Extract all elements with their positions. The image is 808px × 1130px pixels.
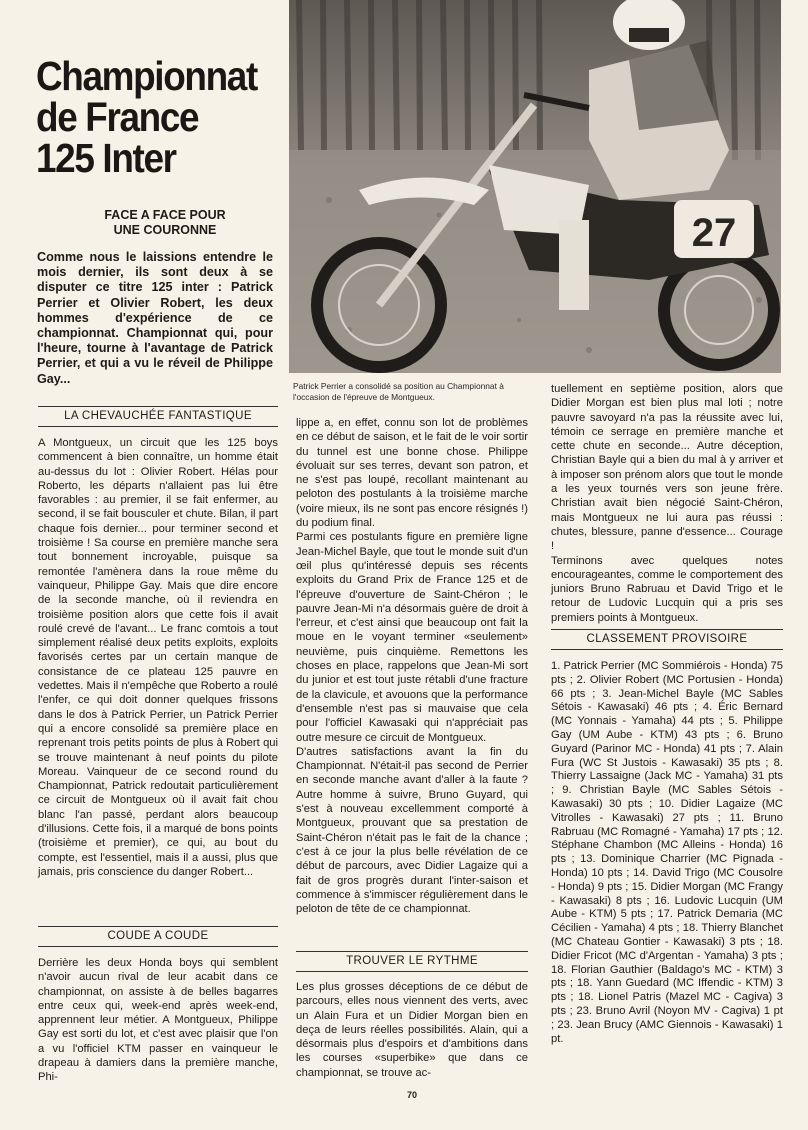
section-body-right: tuellement en septième position, alors que Didier Morgan est bien plus mal loti ; notre pauvre savoyard n'a pas la réussite avec lui, témoin ce serrage en première manche et cette chute en seconde... Autre déception, Christian Bayle qui a bien du mal à y arriver et à imposer son prénom alors que tout le monde a les yeux tournés vers son jeune frère. Christian avait bien négocié Saint-Chéron, mais Montgueux ne lui aura pas réussi : chutes, blessure, panne d'essence... Courage ! Terminons avec quelques notes encourageantes, comme le comportement des juniors Bruno Rabruau et David Trigo et le retour de Ludovic Lucquin qui a pris ses premiers points à Montgueux.	[551, 383, 783, 624]
section-body-middle: lippe a, en effet, connu son lot de problèmes en ce début de saison, et le fait de le voir sortir du tunnel est une bonne chose. Philippe évoluait sur ses terres, devant son patron, et ne s'est pas loupé, recollant maintenant au peloton des postulants à la troisième marche (voire mieux, ils ne sont pas encore résignés !) du podium final. Parmi ces postulants figure en première ligne Jean-Michel Bayle, que tout le monde suit d'un œil plus qu'intéressé depuis ses récents exploits du Grand Prix de France 125 et de l'épreuve d'ouverture de Saint-Chéron ; le pauvre Jean-Mi n'a désormais guère de droit à l'erreur, et c'est ainsi que beaucoup ont fait la moue en le voyant terminer «seulement» neuvième, puis cinquième. Remettons les choses en place, rappelons que Jean-Mi sort du junior et est tout juste rétabli d'une fracture de la clavicule, et avouons que la performance d'ensemble n'est pas si mauvaise que cela pour l'officiel Kawasaki qui n'appréciait pas outre mesure ce circuit de Montgueux. D'autres satisfactions avant la fin du Championnat. N'était-il pas second de Perrier en seconde manche avant d'aller à la faute ? Autre homme à suivre, Bruno Guyard, qui s'est à nouveau excellemment comporté à Montgueux, prouvant que sa prestation de Saint-Chéron n'était pas le fait de la chance ; c'est à ce jour la plus belle révélation de ce début de parcours, avec Didier Lagaize qui a fait de gros progrès durant l'inter-saison et commence à s'immiscer régulièrement dans le peloton de tête de ce championnat.	[296, 417, 528, 916]
article-lead: Comme nous le laissions entendre le mois dernier, ils sont deux à se disputer ce titre 125 inter : Patrick Perrier et Olivier Robert, les deux hommes d'expérience de ce championnat. Championnat qui, pour l'heure, tourne à l'avantage de Patrick Perrier, et qui a vu le réveil de Philippe Gay...	[37, 250, 273, 386]
article-title	[36, 53, 261, 181]
standings-list: 1. Patrick Perrier (MC Sommiérois - Honda) 75 pts ; 2. Olivier Robert (MC Portusien - Honda) 66 pts ; 3. Jean-Michel Bayle (MC Sables Sétois - Kawasaki) 46 pts ; 4. Éric Bernard (MC Yonnais - Yamaha) 44 pts ; 5. Philippe Gay (UM Aube - KTM) 43 pts ; 6. Bruno Guyard (Parinor MC - Honda) 41 pts ; 7. Alain Fura (WC St Justois - Kawasaki) 35 pts ; 8. Thierry Lassaigne (Jack MC - Yamaha) 31 pts ; 9. Christian Bayle (MC Sables Sétois - Kawasaki) 30 pts ; 10. Didier Lagaize (MC Vitrolles - Kawasaki) 27 pts ; 11. Bruno Rabruau (MC Romagné - Yamaha) 17 pts ; 12. Stéphane Chambon (MC Alleins - Honda) 16 pts ; 13. Dominique Charrier (MC Pignada - Honda) 10 pts ; 14. David Trigo (MC Cousolre - Honda) 9 pts ; 15. Didier Morgan (MC Frangy - Kawasaki) 8 pts ; 16. Ludovic Lucquin (UM Aube - KTM) 5 pts ; 17. Patrick Demaria (MC Cécilien - Yamaha) 4 pts ; 18. Thierry Blanchet (MC Chateau Gontier - Kawasaki) 3 pts ; 18. Didier Fricot (MC d'Argentan - Yamaha) 3 pts ; 18. Florian Gauthier (Baldago's MC - KTM) 3 pts ; 18. Yann Guedard (MC Iffendic - KTM) 3 pts ; 18. Lionel Patris (Mazel MC - Cagiva) 3 pts ; 23. Bruno Avril (Noyon MV - Cagiva) 1 pt ; 23. Jean Brucy (AMC Giennois - Kawasaki) 1 pt.	[551, 660, 783, 1045]
section-body-coude: Derrière les deux Honda boys qui semblent n'avoir aucun rival de leur acabit dans ce championnat, on assiste à de belles bagarres entre ceux qui, week-end après week-end, apprennent leur métier. A Montgueux, Philippe Gay est sorti du lot, et c'est avec plaisir que l'on a vu l'officiel KTM passer en vainqueur le drapeau à damiers dans la première manche, Phi-	[38, 957, 278, 1084]
photo-caption: Patrick Perrier a consolidé sa position au Championnat à l'occasion de l'épreuve de Montgueux.	[293, 381, 504, 402]
page-number: 70	[406, 1090, 417, 1100]
rider-number: 27	[691, 211, 737, 255]
section-heading-chevauchee: LA CHEVAUCHÉE FANTASTIQUE	[38, 406, 278, 427]
motocross-rider-image	[289, 0, 781, 373]
section-heading-coude: COUDE A COUDE	[38, 926, 278, 947]
section-body-chevauchee: A Montgueux, un circuit que les 125 boys commencent à bien connaître, un homme était au-dessus du lot : Olivier Robert. Hélas pour Roberto, les départs n'allaient pas lui être favorables : au premier, il se fait enfermer, au second, il se fait bousculer et chute. Bilan, il part chaque fois dernier... pour terminer second et troisième ! Sa course en première manche sera tout bonnement incroyable, puisque sa remontée l'amènera dans la roue même du vainqueur, Philippe Gay. Mais que dire encore de la seconde manche, où il reviendra en troisième position alors que cette fois il avait roulé crevé de l'avant... Le franc comtois a tout simplement réalisé deux petits exploits, exploits favorisés certes par un certain manque de consistance de ce plateau 125 pauvre en vedettes. Mais il n'empêche que Roberto a roulé l'enfer, ce qui doit donner quelques frissons dans le dos à Patrick Perrier, un Patrick Perrier qui a encore consolidé sa première place en reprenant trois petits points de plus à Robert qui se trouve maintenant à neuf points du pilote Moreau. Vainqueur de ce second round du Championnat, Patrick redoutait particulièrement ce circuit de Montgueux où il avait fait chou blanc l'an passé, perdant alors beaucoup d'illusions. Cette fois, il a marqué de bons points (troisième et premier), ce qui, au bout du compte, est l'essentiel, mais il a aussi, plus que jamais, pris conscience du danger Robert...	[38, 437, 278, 878]
title-line-2: de France	[36, 94, 199, 140]
motocross-photo	[289, 0, 781, 373]
article-kicker: FACE A FACE POUR UNE COURONNE	[104, 208, 226, 237]
section-heading-rythme: TROUVER LE RYTHME	[296, 951, 528, 972]
section-heading-classement: CLASSEMENT PROVISOIRE	[551, 629, 783, 650]
title-line-1: Championnat	[36, 53, 257, 99]
section-body-rythme: Les plus grosses déceptions de ce début de parcours, elles nous viennent des verts, avec un Alain Fura et un Didier Morgan bien en deça de leurs réelles possibilités. Alain, qui a désormais plus d'espoirs et d'ambitions dans les courses «superbike» que dans ce championnat, se trouve ac-	[296, 981, 528, 1079]
title-line-3: 125 Inter	[36, 135, 176, 181]
